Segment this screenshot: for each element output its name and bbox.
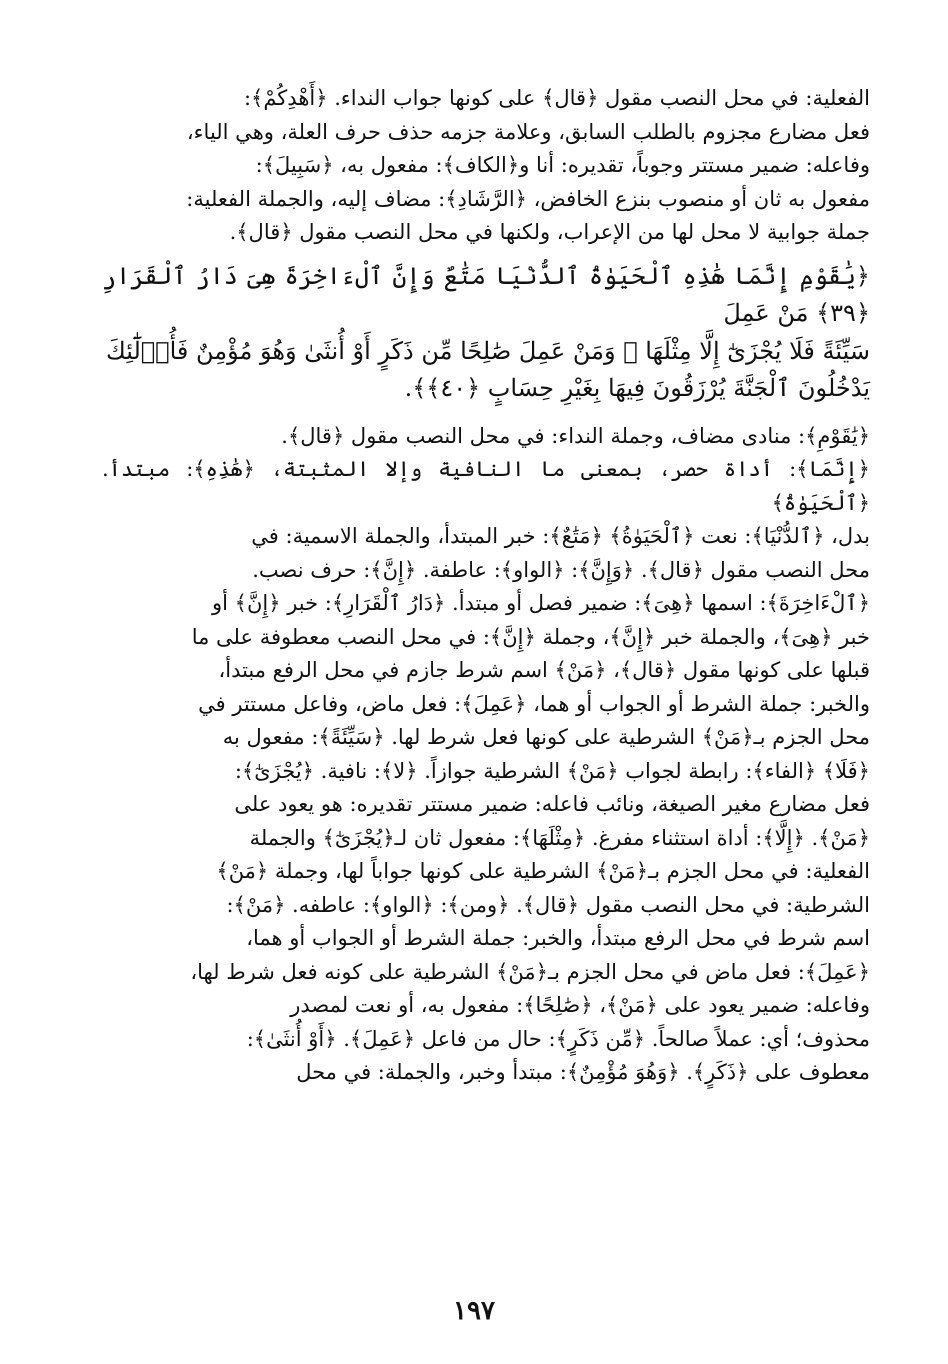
- verse-line: يَدْخُلُونَ ٱلْجَنَّةَ يُرْزَقُونَ فِيهَا بِغَيْرِ حِسَابٍ ﴿٤٠﴾﴾.: [404, 374, 870, 402]
- quran-verse: [102, 258, 870, 408]
- verse-line: ﴿يَٰقَوْمِ إِنَّمَا هَٰذِهِ ٱلْحَيَوٰةُ ٱلدُّنْيَا مَتَٰعٌ وَإِنَّ ٱلْءَاخِرَةَ هِىَ دَارُ ٱلْقَرَارِ ﴿٣٩﴾ مَنْ عَمِلَ: [102, 261, 870, 327]
- text-line: ﴿عَمِلَ﴾: فعل ماض في محل الجزم بـ﴿مَنْ﴾ الشرطية على كونه فعل شرط لها،: [190, 959, 870, 984]
- text-line: معطوف على ﴿ذَكَرٍ﴾. ﴿وَهُوَ مُؤْمِنٌ﴾: مبتدأ وخبر، والجملة: في محل: [296, 1060, 870, 1084]
- text-line: مفعول به ثان أو منصوب بنزع الخافض، ﴿الرَّشَادِ﴾: مضاف إليه، والجملة الفعلية:: [186, 186, 870, 211]
- text-line: الفعلية: في محل النصب مقول ﴿قال﴾ على كونها جواب النداء. ﴿أَهْدِكُمْ﴾:: [243, 86, 870, 110]
- text-line: بدل، ﴿ٱلدُّنْيَا﴾: نعت ﴿ٱلْحَيَوٰةُ﴾ ﴿مَتَٰعٌ﴾: خبر المبتدأ، والجملة الاسمية: في: [251, 524, 870, 548]
- text-line: الشرطية: في محل النصب مقول ﴿قال﴾. ﴿ومن﴾: ﴿الواو﴾: عاطفه. ﴿مَنْ﴾:: [226, 892, 870, 917]
- text-line: ﴿فَلَا﴾ ﴿الفاء﴾: رابطة لجواب ﴿مَنْ﴾ الشرطية جوازاً. ﴿لا﴾: نافية. ﴿يُجْزَىٰٓ﴾:: [234, 758, 870, 783]
- text-line: والخبر: جملة الشرط أو الجواب أو هما، ﴿عَمِلَ﴾: فعل ماض، وفاعل مستتر في: [198, 691, 870, 716]
- text-line: الفعلية: في محل الجزم بـ﴿مَنْ﴾ الشرطية على كونها جواباً لها، وجملة ﴿مَنْ﴾: [216, 859, 870, 883]
- page-body: [102, 82, 870, 1090]
- text-line: فعل مضارع مغير الصيغة، ونائب فاعله: ضمير مستتر تقديره: هو يعود على: [234, 792, 870, 816]
- text-line: ﴿ٱلْءَاخِرَةَ﴾: اسمها ﴿هِىَ﴾: ضمير فصل أو مبتدأ. ﴿دَارُ ٱلْقَرَارِ﴾: خبر ﴿إِنَّ﴾ أو: [212, 591, 870, 615]
- paragraph-1: [102, 82, 870, 250]
- text-line: اسم شرط في محل الرفع مبتدأ، والخبر: جملة الشرط أو الجواب أو هما،: [246, 926, 870, 950]
- text-line: ﴿إِنَّمَا﴾: أداة حصر، بمعنى ما النافية وإلا المثبتة، ﴿هَٰذِهِ﴾: مبتدأ. ﴿ٱلْحَيَوٰةُ﴾: [102, 457, 870, 515]
- text-line: وفاعله: ضمير مستتر وجوباً، تقديره: أنا و﴿الكاف﴾: مفعول به، ﴿سَبِيلَ﴾:: [255, 153, 870, 177]
- text-line: محل الجزم بـ﴿مَنْ﴾ الشرطية على كونها فعل شرط لها. ﴿سَيِّئَةً﴾: مفعول به: [222, 725, 870, 749]
- text-line: محذوف؛ أي: عملاً صالحاً. ﴿مِّن ذَكَرٍ﴾: حال من فاعل ﴿عَمِلَ﴾. ﴿أَوْ أُنثَىٰ﴾:: [246, 1026, 870, 1051]
- text-line: ﴿يَٰقَوْمِ﴾: منادى مضاف، وجملة النداء: في محل النصب مقول ﴿قال﴾.: [281, 423, 870, 448]
- page-number: ١٩٧: [453, 1296, 495, 1326]
- text-line: فعل مضارع مجزوم بالطلب السابق، وعلامة جزمه حذف حرف العلة، وهي الياء،: [186, 119, 870, 144]
- text-line: جملة جوابية لا محل لها من الإعراب، ولكنها في محل النصب مقول ﴿قال﴾.: [229, 220, 870, 244]
- text-line: قبلها على كونها مقول ﴿قال﴾، ﴿مَنْ﴾ اسم شرط جازم في محل الرفع مبتدأ،: [218, 658, 870, 682]
- verse-line: سَيِّئَةً فَلَا يُجْزَىٰٓ إِلَّا مِثْلَهَا ۖ وَمَنْ عَمِلَ صَٰلِحًا مِّن ذَكَرٍ أَوْ أُنثَىٰ وَهُوَ مُؤْمِنٌ فَأُو۟لَٰٓئِكَ: [105, 336, 870, 365]
- text-line: وفاعله: ضمير يعود على ﴿مَنْ﴾، ﴿صَٰلِحًا﴾: مفعول به، أو نعت لمصدر: [290, 993, 870, 1017]
- text-line: خبر ﴿هِىَ﴾، والجملة خبر ﴿إِنَّ﴾، وجملة ﴿إِنَّ﴾: في محل النصب معطوفة على ما: [191, 624, 870, 649]
- text-line: محل النصب مقول ﴿قال﴾. ﴿وَإِنَّ﴾: ﴿الواو﴾: عاطفة. ﴿إِنَّ﴾: حرف نصب.: [252, 557, 870, 582]
- paragraph-2: [102, 420, 870, 1090]
- text-line: ﴿مَنْ﴾. ﴿إِلَّا﴾: أداة استثناء مفرغ. ﴿مِثْلَهَا﴾: مفعول ثان لـ﴿يُجْزَىٰٓ﴾ والجملة: [249, 825, 870, 850]
